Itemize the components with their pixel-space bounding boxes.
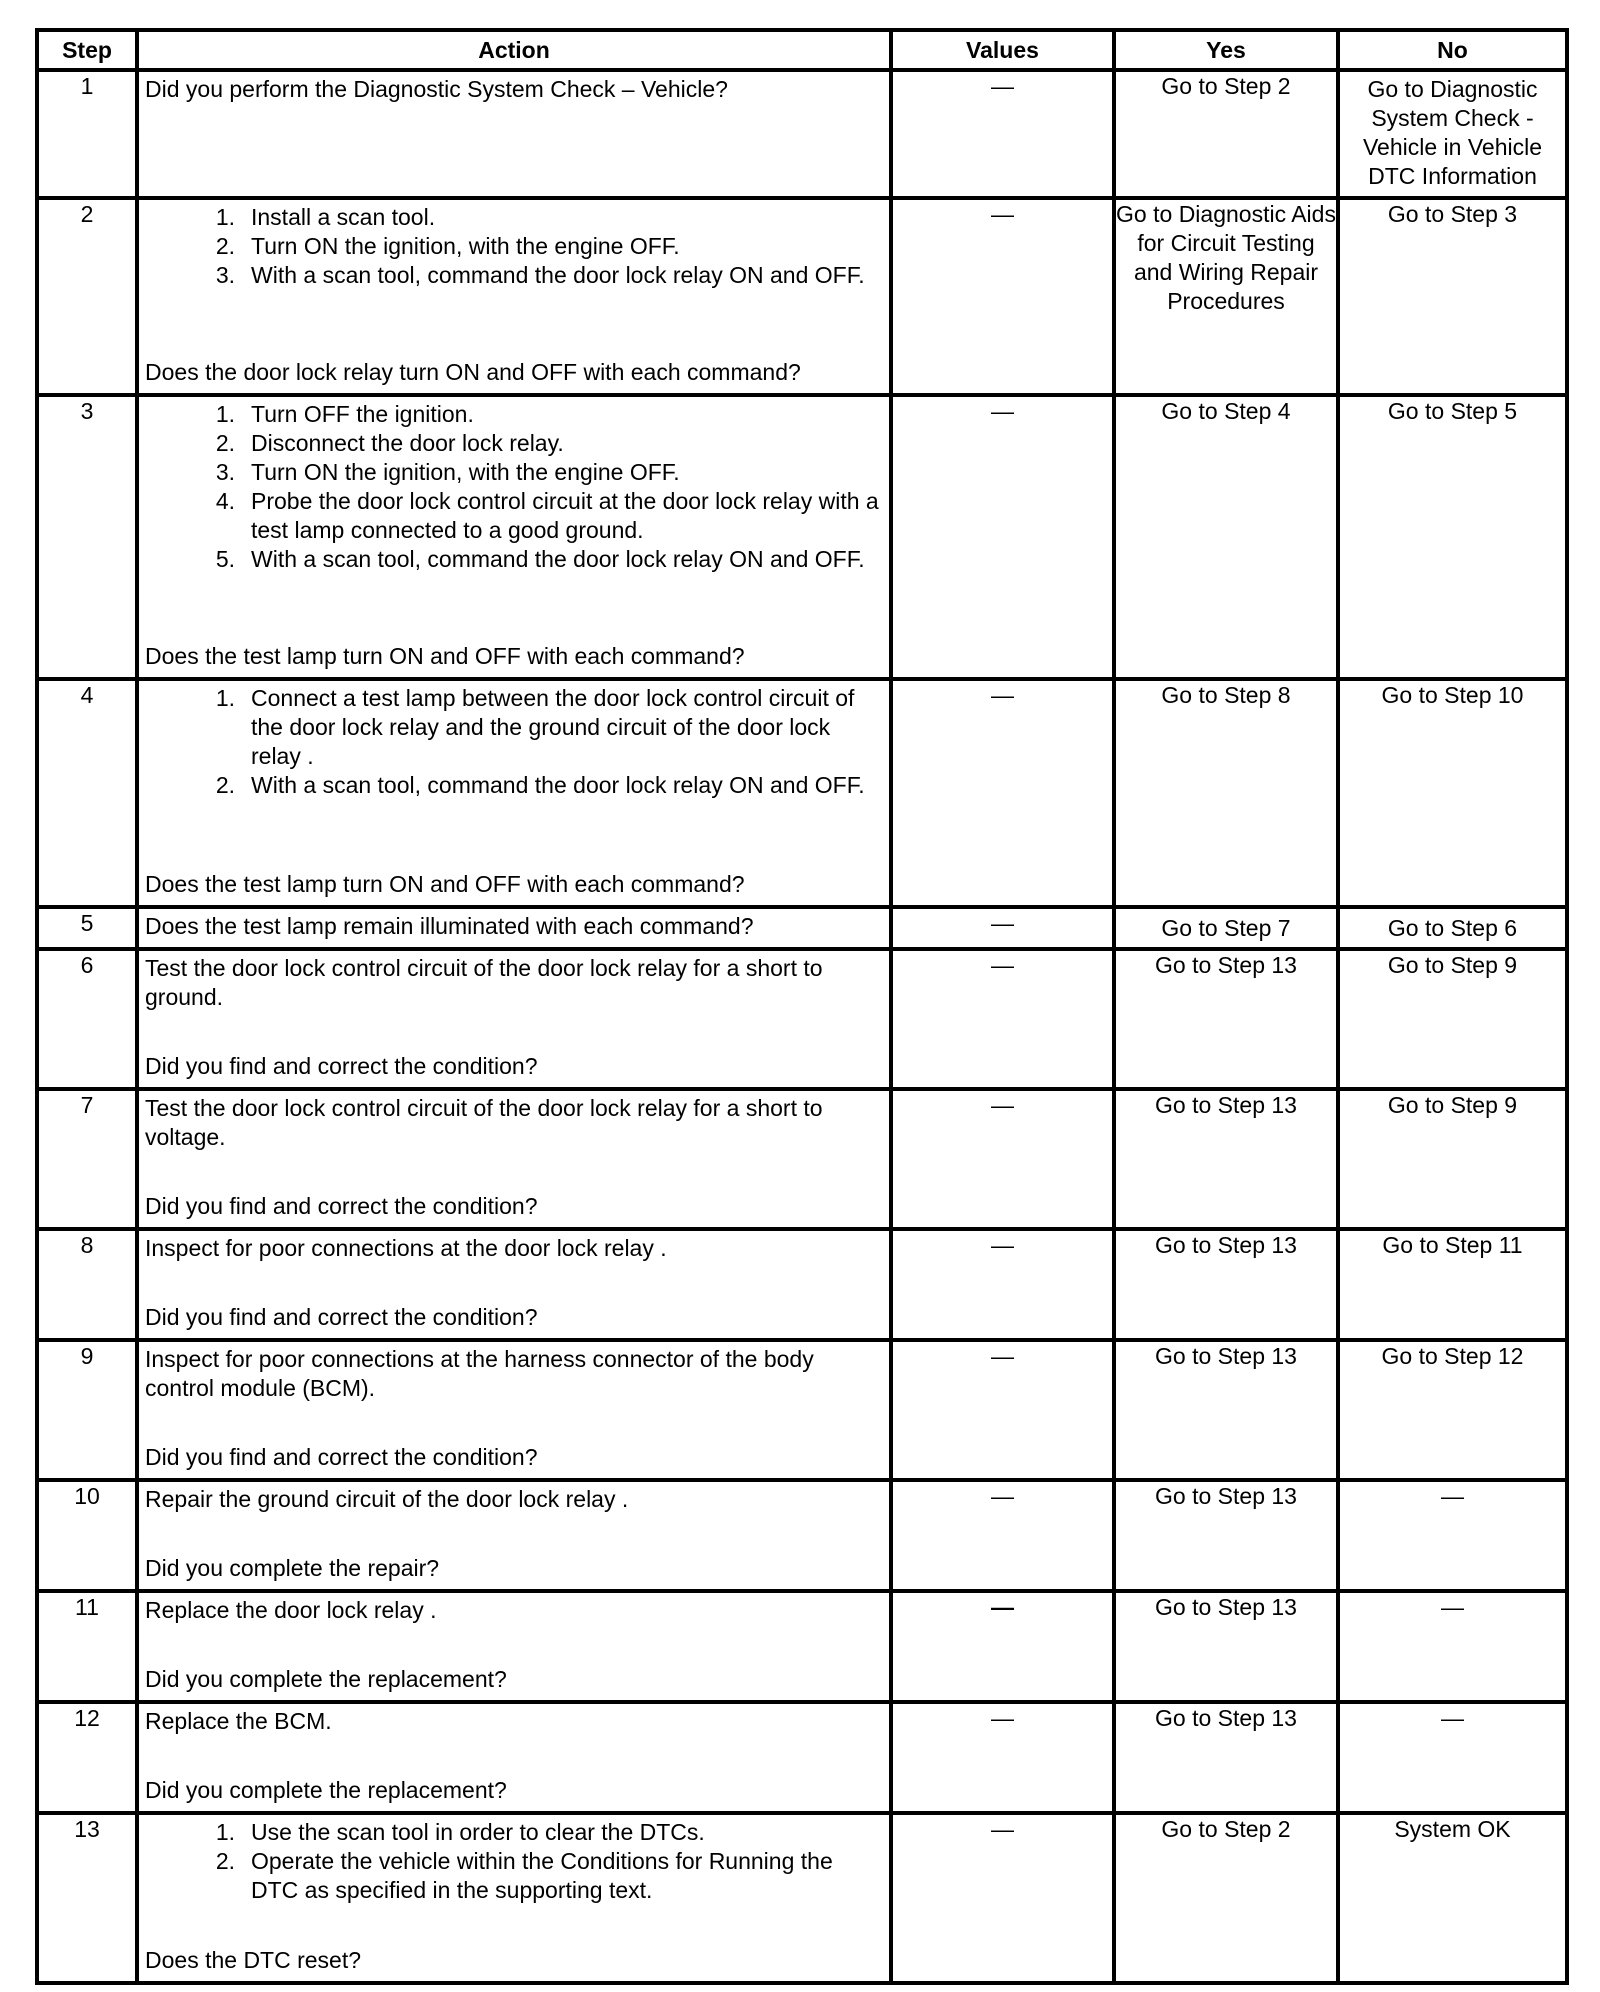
values-cell: — xyxy=(891,1702,1114,1813)
step-number: 4 xyxy=(37,679,137,907)
table-row xyxy=(37,395,1567,679)
yes-cell: Go to Step 13 xyxy=(1114,1229,1338,1340)
action-cell xyxy=(137,1702,891,1813)
action-cell xyxy=(137,198,891,395)
diagnostic-table xyxy=(35,28,1569,1985)
step-number: 2 xyxy=(37,198,137,395)
list-item: 2. Turn ON the ignition, with the engine OFF. xyxy=(215,233,680,259)
no-cell: Go to Step 10 xyxy=(1338,679,1567,907)
yes-cell: Go to Step 13 xyxy=(1114,1591,1338,1702)
action-cell xyxy=(137,70,891,198)
header-step: Step xyxy=(37,30,137,70)
action-question: Did you find and correct the condition? xyxy=(145,1304,538,1330)
header-row xyxy=(37,30,1567,70)
step-number: 10 xyxy=(37,1480,137,1591)
action-question: Does the test lamp turn ON and OFF with each command? xyxy=(145,643,745,669)
table-row xyxy=(37,1229,1567,1340)
yes-cell: Go to Diagnostic Aids for Circuit Testing and Wiring Repair Procedures xyxy=(1114,198,1338,395)
no-cell: — xyxy=(1338,1480,1567,1591)
action-question: Did you find and correct the condition? xyxy=(145,1193,538,1219)
values-cell: — xyxy=(891,1089,1114,1229)
step-number: 8 xyxy=(37,1229,137,1340)
step-number: 5 xyxy=(37,907,137,949)
yes-cell: Go to Step 13 xyxy=(1114,1480,1338,1591)
action-cell xyxy=(137,679,891,907)
values-cell: — xyxy=(891,198,1114,395)
step-number: 12 xyxy=(37,1702,137,1813)
step-number: 7 xyxy=(37,1089,137,1229)
list-item: 2. With a scan tool, command the door lock relay ON and OFF. xyxy=(215,772,865,798)
action-text: Inspect for poor connections at the door lock relay . xyxy=(145,1235,667,1261)
values-cell: — xyxy=(891,1813,1114,1983)
no-cell: Go to Step 9 xyxy=(1338,949,1567,1089)
action-steps xyxy=(145,1818,883,1905)
step-number: 11 xyxy=(37,1591,137,1702)
action-text: Replace the BCM. xyxy=(145,1708,332,1734)
action-steps xyxy=(145,684,883,800)
table-row xyxy=(37,949,1567,1089)
step-number: 1 xyxy=(37,70,137,198)
table-row xyxy=(37,198,1567,395)
table-row xyxy=(37,1591,1567,1702)
action-cell xyxy=(137,1480,891,1591)
action-cell xyxy=(137,1229,891,1340)
table-row xyxy=(37,1480,1567,1591)
action-cell xyxy=(137,949,891,1089)
action-question: Did you find and correct the condition? xyxy=(145,1444,538,1470)
step-number: 13 xyxy=(37,1813,137,1983)
no-cell: Go to Step 3 xyxy=(1338,198,1567,395)
action-steps xyxy=(145,203,883,290)
action-question: Did you complete the repair? xyxy=(145,1555,440,1581)
list-item: 3. With a scan tool, command the door lock relay ON and OFF. xyxy=(215,262,865,288)
action-cell xyxy=(137,1089,891,1229)
list-item: 4. Probe the door lock control circuit at the door lock relay with a test lamp connected to a good ground. xyxy=(215,488,879,543)
list-item: 1. Install a scan tool. xyxy=(215,204,436,230)
header-no: No xyxy=(1338,30,1567,70)
step-number: 9 xyxy=(37,1340,137,1480)
action-text: Repair the ground circuit of the door lock relay . xyxy=(145,1486,629,1512)
no-cell: Go to Step 6 xyxy=(1338,907,1567,949)
action-cell xyxy=(137,395,891,679)
list-item: 5. With a scan tool, command the door lock relay ON and OFF. xyxy=(215,546,865,572)
action-text: Test the door lock control circuit of the door lock relay for a short to voltage. xyxy=(145,1095,823,1150)
values-cell: — xyxy=(891,907,1114,949)
yes-cell: Go to Step 13 xyxy=(1114,1340,1338,1480)
action-cell xyxy=(137,1591,891,1702)
no-cell: Go to Diagnostic System Check - Vehicle in Vehicle DTC Information xyxy=(1338,70,1567,198)
no-cell: Go to Step 12 xyxy=(1338,1340,1567,1480)
action-steps xyxy=(145,400,883,574)
values-cell: — xyxy=(891,70,1114,198)
action-question: Did you complete the replacement? xyxy=(145,1666,507,1692)
action-question: Did you find and correct the condition? xyxy=(145,1053,538,1079)
values-cell: — xyxy=(891,1591,1114,1702)
header-yes: Yes xyxy=(1114,30,1338,70)
action-question: Does the test lamp turn ON and OFF with each command? xyxy=(145,871,745,897)
no-cell: — xyxy=(1338,1702,1567,1813)
action-question: Did you complete the replacement? xyxy=(145,1777,507,1803)
no-cell: Go to Step 5 xyxy=(1338,395,1567,679)
list-item: 1. Turn OFF the ignition. xyxy=(215,401,474,427)
action-text: Replace the door lock relay . xyxy=(145,1597,437,1623)
step-number: 3 xyxy=(37,395,137,679)
no-cell: System OK xyxy=(1338,1813,1567,1983)
yes-cell: Go to Step 4 xyxy=(1114,395,1338,679)
header-values: Values xyxy=(891,30,1114,70)
table-row xyxy=(37,679,1567,907)
values-cell: — xyxy=(891,679,1114,907)
table-row xyxy=(37,907,1567,949)
action-cell xyxy=(137,907,891,949)
values-cell: — xyxy=(891,1229,1114,1340)
table-row xyxy=(37,1813,1567,1983)
list-item: 3. Turn ON the ignition, with the engine OFF. xyxy=(215,459,680,485)
yes-cell: Go to Step 2 xyxy=(1114,70,1338,198)
table-row xyxy=(37,1340,1567,1480)
yes-cell: Go to Step 13 xyxy=(1114,1089,1338,1229)
values-cell: — xyxy=(891,949,1114,1089)
yes-cell: Go to Step 7 xyxy=(1114,907,1338,949)
values-cell: — xyxy=(891,1480,1114,1591)
action-question: Does the door lock relay turn ON and OFF with each command? xyxy=(145,359,801,385)
action-question: Does the DTC reset? xyxy=(145,1947,362,1973)
action-text: Inspect for poor connections at the harness connector of the body control module (BCM). xyxy=(145,1346,814,1401)
step-number: 6 xyxy=(37,949,137,1089)
table-row xyxy=(37,70,1567,198)
header-action: Action xyxy=(137,30,891,70)
yes-cell: Go to Step 2 xyxy=(1114,1813,1338,1983)
action-question: Does the test lamp remain illuminated with each command? xyxy=(145,913,754,939)
table-row xyxy=(37,1702,1567,1813)
no-cell: Go to Step 11 xyxy=(1338,1229,1567,1340)
list-item: 1. Use the scan tool in order to clear the DTCs. xyxy=(215,1819,705,1845)
action-text: Did you perform the Diagnostic System Check – Vehicle? xyxy=(145,76,728,102)
values-cell: — xyxy=(891,1340,1114,1480)
list-item: 1. Connect a test lamp between the door lock control circuit of the door lock relay and the ground circuit of the door lock relay . xyxy=(215,685,855,769)
yes-cell: Go to Step 13 xyxy=(1114,949,1338,1089)
values-cell: — xyxy=(891,395,1114,679)
yes-cell: Go to Step 13 xyxy=(1114,1702,1338,1813)
action-cell xyxy=(137,1813,891,1983)
no-cell: Go to Step 9 xyxy=(1338,1089,1567,1229)
no-cell: — xyxy=(1338,1591,1567,1702)
yes-cell: Go to Step 8 xyxy=(1114,679,1338,907)
action-cell xyxy=(137,1340,891,1480)
action-text: Test the door lock control circuit of the door lock relay for a short to ground. xyxy=(145,955,823,1010)
list-item: 2. Disconnect the door lock relay. xyxy=(215,430,564,456)
list-item: 2. Operate the vehicle within the Conditions for Running the DTC as specified in the supporting text. xyxy=(215,1848,833,1903)
table-row xyxy=(37,1089,1567,1229)
